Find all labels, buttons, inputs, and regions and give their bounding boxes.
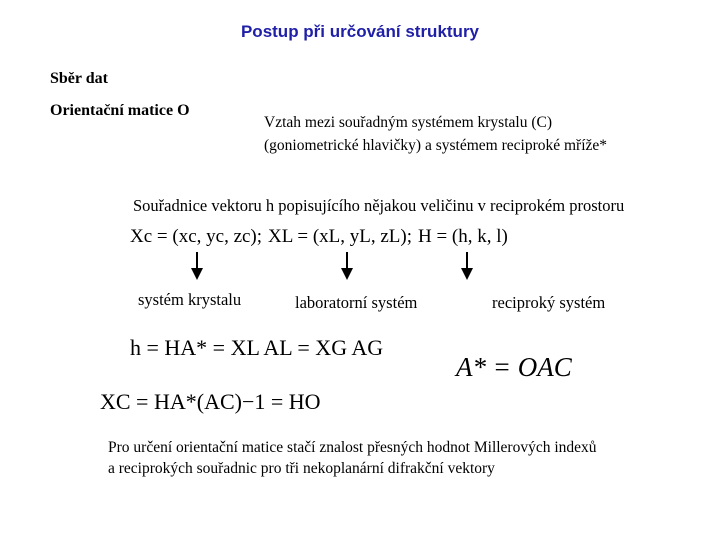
formula-main: h = HA* = XL AL = XG AG xyxy=(130,335,384,360)
conclusion-line-1: Pro určení orientační matice stačí znalost přesných hodnot Millerových indexů xyxy=(108,439,597,456)
heading-data-collection: Sběr dat xyxy=(50,70,108,87)
formula-xl: XL = (xL, yL, zL); xyxy=(268,226,413,247)
label-reciprocal-system: reciproký systém xyxy=(492,293,606,312)
heading-orientation-matrix: Orientační matice O xyxy=(50,102,190,119)
label-lab-system: laboratorní systém xyxy=(295,293,418,312)
formula-h: H = (h, k, l) xyxy=(418,226,508,247)
label-crystal-system: systém krystalu xyxy=(138,290,242,309)
vector-sentence: Souřadnice vektoru h popisujícího nějakou veličinu v reciprokém prostoru xyxy=(133,196,625,215)
relation-line-1: Vztah mezi souřadným systémem krystalu (C) xyxy=(264,114,552,131)
conclusion-line-2: a reciprokých souřadnic pro tři nekoplanární difrakční vektory xyxy=(108,460,495,477)
formula-xc: Xc = (xc, yc, zc); xyxy=(130,226,263,247)
arrow-lab-head xyxy=(341,268,353,280)
arrow-crystal-head xyxy=(191,268,203,280)
relation-line-2: (goniometrické hlavičky) a systémem reciproké mříže* xyxy=(264,137,608,154)
formula-astar: A* = OAC xyxy=(456,352,572,382)
arrow-reciprocal-head xyxy=(461,268,473,280)
page-title: Postup při určování struktury xyxy=(240,22,480,41)
formula-xc-eq: XC = HA*(AC)−1 = HO xyxy=(100,389,321,414)
